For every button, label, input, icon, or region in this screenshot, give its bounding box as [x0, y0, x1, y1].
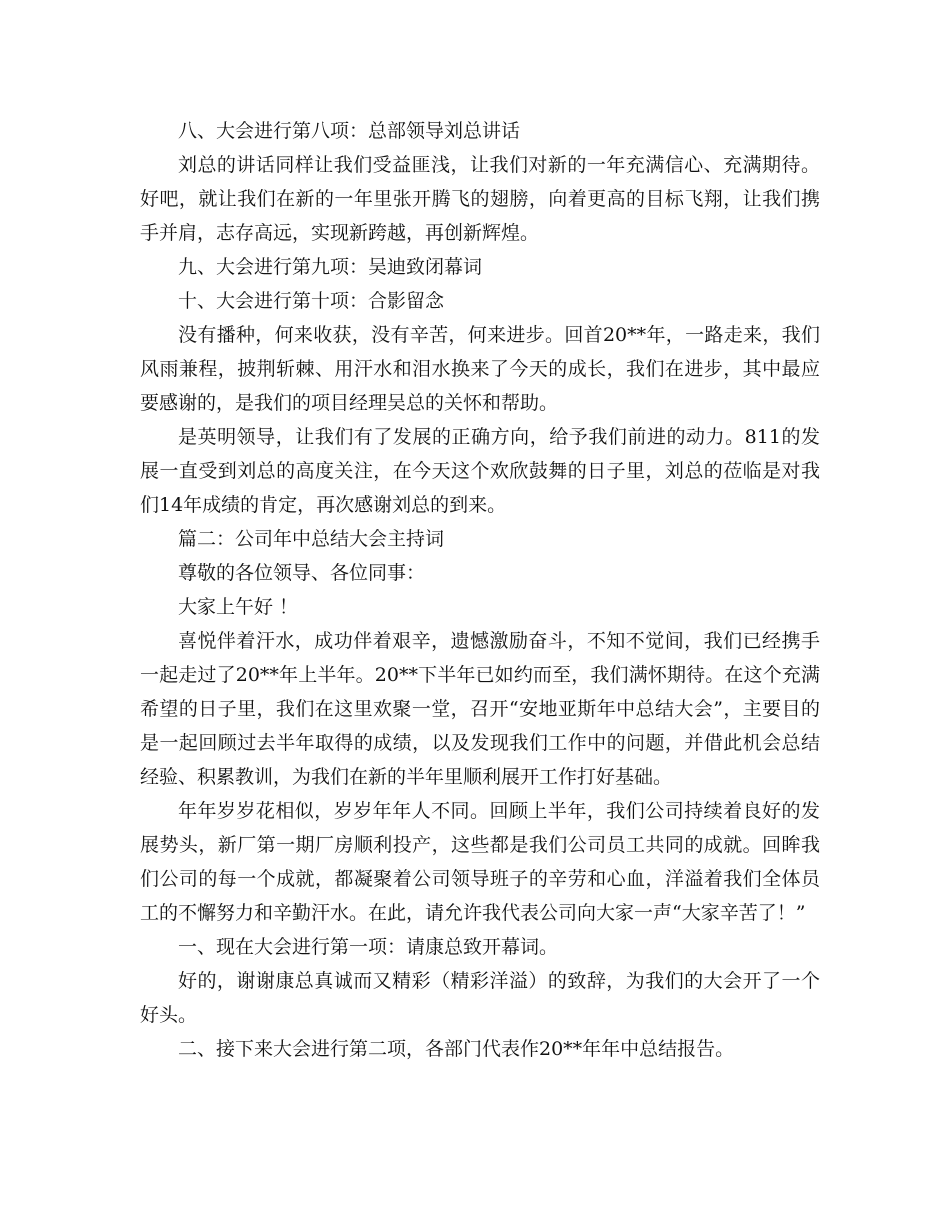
salutation: 尊敬的各位领导、各位同事：	[178, 562, 426, 584]
greeting: 大家上午好 ！	[178, 596, 299, 618]
paragraph: 一、现在大会进行第一项：请康总致开幕词。	[178, 936, 559, 958]
paragraph: 喜悦伴着汗水，成功伴着艰辛，遗憾激励奋斗，不知不觉间，我们已经携手一起走过了20**年上半年。20**下半年已如约而至，我们满怀期待。在这个充满希望的日子里，我们在这里欢聚一堂，召开“安地亚斯年中总结大会”，主要目的是一起回顾过去半年取得的成绩，以及发现我们工作中的问题，并借此机会总结经验、积累教训，为我们在新的半年里顺利展开工作打好基础。	[140, 630, 820, 788]
paragraph: 刘总的讲话同样让我们受益匪浅，让我们对新的一年充满信心、充满期待。好吧，就让我们在新的一年里张开腾飞的翅膀，向着更高的目标飞翔，让我们携手并肩，志存高远，实现新跨越，再创新辉煌。	[140, 154, 820, 244]
paragraph: 没有播种，何来收获，没有辛苦，何来进步。回首20**年，一路走来，我们风雨兼程，披荆斩棘、用汗水和泪水换来了今天的成长，我们在进步，其中最应要感谢的，是我们的项目经理吴总的关怀和帮助。	[140, 324, 820, 414]
paragraph: 好的，谢谢康总真诚而又精彩（精彩洋溢）的致辞，为我们的大会开了一个好头。	[140, 970, 820, 1026]
paragraph: 二、接下来大会进行第二项，各部门代表作20**年年中总结报告。	[178, 1038, 735, 1060]
paragraph: 九、大会进行第九项：吴迪致闭幕词	[178, 256, 483, 278]
paragraph: 是英明领导，让我们有了发展的正确方向，给予我们前进的动力。811的发展一直受到刘总的高度关注，在今天这个欢欣鼓舞的日子里，刘总的莅临是对我们14年成绩的肯定，再次感谢刘总的到来。	[140, 426, 820, 516]
paragraph: 十、大会进行第十项：合影留念	[178, 290, 445, 312]
paragraph: 年年岁岁花相似，岁岁年年人不同。回顾上半年，我们公司持续着良好的发展势头，新厂第一期厂房顺利投产，这些都是我们公司员工共同的成就。回眸我们公司的每一个成就，都凝聚着公司领导班子的辛劳和心血，洋溢着我们全体员工的不懈努力和辛勤汗水。在此，请允许我代表公司向大家一声“大家辛苦了！”	[140, 800, 820, 924]
document-body	[140, 114, 820, 1066]
paragraph: 八、大会进行第八项：总部领导刘总讲话	[178, 120, 521, 142]
section-heading: 篇二：公司年中总结大会主持词	[178, 528, 445, 550]
